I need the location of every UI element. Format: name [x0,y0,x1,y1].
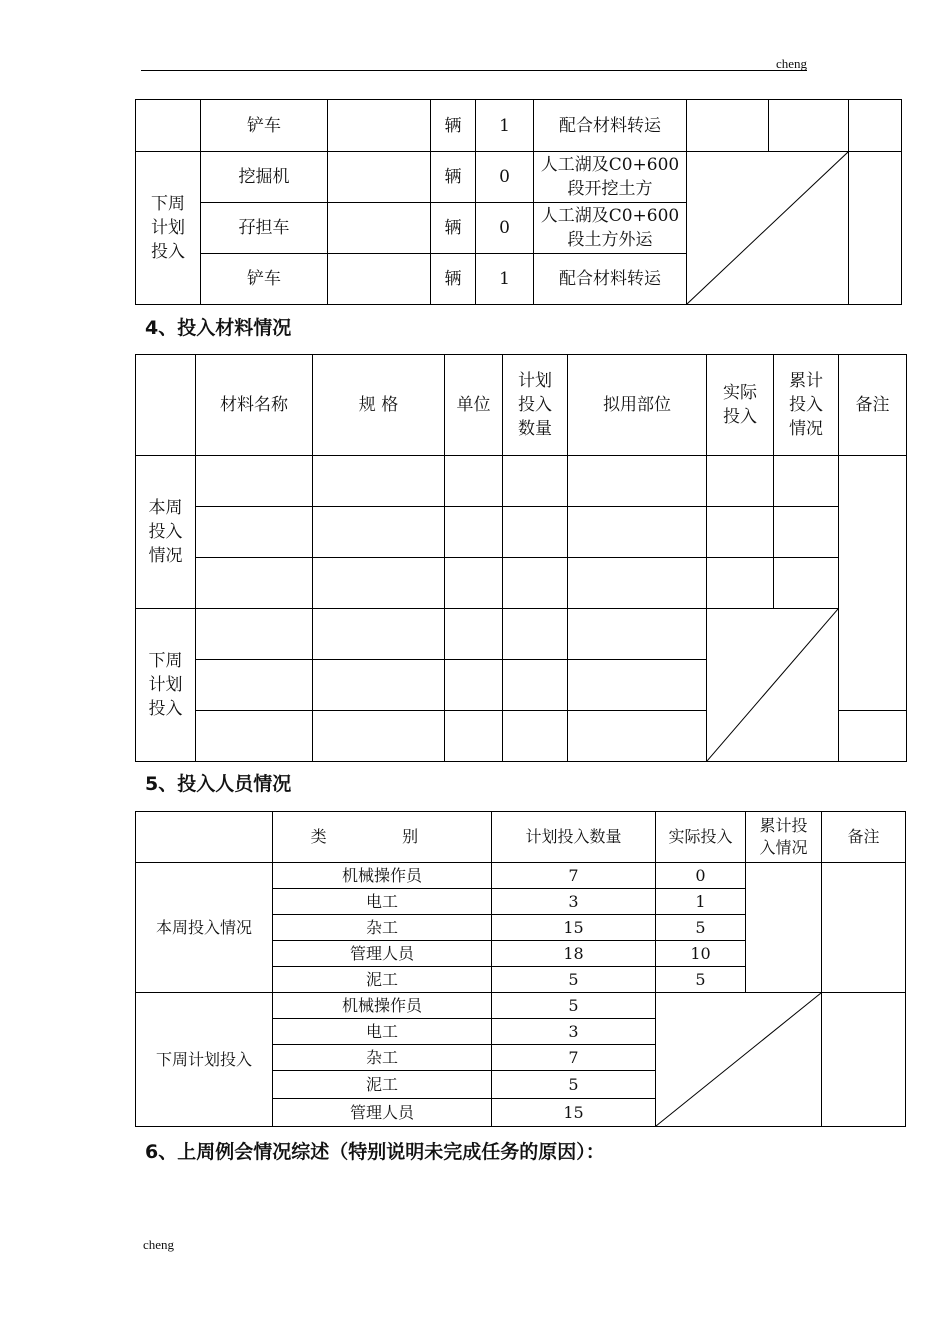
planned-count: 15 [492,915,656,941]
diagonal-cell [687,152,849,305]
empty-cell [136,812,273,863]
empty-cell [568,558,707,609]
empty-cell [503,456,568,507]
equipment-purpose: 配合材料转运 [534,254,687,305]
equipment-purpose-text: 人工湖及C0+600段土方外运 [540,206,680,250]
column-header [707,355,774,456]
column-header: 材料名称 [196,355,313,456]
column-header-text: 累计投入情况 [789,371,823,439]
table-row [136,863,906,889]
personnel-category: 电工 [273,889,492,915]
page-header-text: cheng [775,56,807,71]
remarks-cell [822,993,906,1127]
column-header: 备注 [822,812,906,863]
personnel-category: 电工 [273,1019,492,1045]
column-header: 拟用部位 [568,355,707,456]
planned-count: 5 [492,1071,656,1099]
empty-cell [445,507,503,558]
empty-cell [849,100,902,152]
equipment-unit: 辆 [431,203,476,254]
empty-cell [503,507,568,558]
empty-cell [328,152,431,203]
empty-cell [707,558,774,609]
actual-count: 5 [656,915,746,941]
equipment-qty: 0 [476,203,534,254]
personnel-category: 机械操作员 [273,993,492,1019]
empty-cell [503,609,568,660]
personnel-table [135,811,906,1127]
column-header-text: 实际投入 [723,383,757,427]
column-header-text: 类 别 [310,827,454,846]
next-week-label [136,152,201,305]
actual-count: 10 [656,941,746,967]
equipment-qty: 1 [476,100,534,152]
empty-cell [328,100,431,152]
empty-cell [196,558,313,609]
column-header [273,812,492,863]
column-header [313,355,445,456]
empty-cell [196,507,313,558]
empty-cell [503,711,568,762]
personnel-category: 泥工 [273,967,492,993]
section5-title: 5、投入人员情况 [145,773,292,795]
section6-title: 6、上周例会情况综述（特别说明未完成任务的原因）： [145,1141,605,1163]
empty-cell [328,254,431,305]
empty-cell [568,507,707,558]
equipment-unit: 辆 [431,254,476,305]
next-week-label: 下周计划投入 [136,993,273,1127]
equipment-name: 孖担车 [201,203,328,254]
planned-count: 3 [492,1019,656,1045]
next-week-label-text: 下周计划投入 [151,194,185,262]
empty-cell [313,660,445,711]
empty-cell [313,711,445,762]
empty-cell [774,558,839,609]
empty-cell [687,100,769,152]
empty-cell [707,456,774,507]
equipment-purpose [534,203,687,254]
column-header [503,355,568,456]
equipment-name: 铲车 [201,254,328,305]
empty-cell [568,609,707,660]
personnel-category: 机械操作员 [273,863,492,889]
equipment-name: 铲车 [201,100,328,152]
empty-cell [568,456,707,507]
planned-count: 15 [492,1099,656,1127]
remarks-cell [822,863,906,993]
column-header: 计划投入数量 [492,812,656,863]
column-header-text: 规 格 [358,395,399,415]
empty-cell [313,456,445,507]
empty-cell [445,558,503,609]
empty-cell [196,609,313,660]
empty-cell [328,203,431,254]
planned-count: 5 [492,993,656,1019]
empty-cell [196,711,313,762]
diagonal-cell [656,993,822,1127]
personnel-category: 泥工 [273,1071,492,1099]
equipment-purpose [534,152,687,203]
actual-count: 5 [656,967,746,993]
equipment-table [135,99,902,305]
equipment-qty: 1 [476,254,534,305]
empty-cell [136,355,196,456]
column-header-text: 实际投入 [668,827,733,846]
personnel-category: 杂工 [273,1045,492,1071]
diagonal-line [687,152,848,304]
next-week-label [136,609,196,762]
personnel-category: 杂工 [273,915,492,941]
equipment-purpose-text: 人工湖及C0+600段开挖土方 [540,155,680,199]
column-header: 单位 [445,355,503,456]
table-row [136,456,907,507]
equipment-unit: 辆 [431,152,476,203]
empty-cell [568,711,707,762]
cumulative-cell [746,863,822,993]
equipment-purpose: 配合材料转运 [534,100,687,152]
empty-cell [503,660,568,711]
empty-cell [849,152,902,305]
actual-count: 0 [656,863,746,889]
empty-cell [774,507,839,558]
equipment-qty: 0 [476,152,534,203]
empty-cell [313,507,445,558]
table-row [136,100,902,152]
empty-cell [445,456,503,507]
empty-cell [196,660,313,711]
empty-cell [568,660,707,711]
remarks-cell [839,456,907,711]
page-footer-text: cheng [143,1237,175,1252]
planned-count: 5 [492,967,656,993]
empty-cell [839,711,907,762]
planned-count: 7 [492,1045,656,1071]
personnel-category: 管理人员 [273,941,492,967]
empty-cell [503,558,568,609]
personnel-category: 管理人员 [273,1099,492,1127]
empty-cell [445,660,503,711]
this-week-label: 本周投入情况 [136,863,273,993]
equipment-name: 挖掘机 [201,152,328,203]
empty-cell [707,507,774,558]
equipment-unit: 辆 [431,100,476,152]
planned-count: 18 [492,941,656,967]
column-header: 备注 [839,355,907,456]
this-week-label-text: 本周投入情况 [148,498,183,566]
column-header [746,812,822,863]
table-header-row [136,355,907,456]
next-week-label-text: 下周计划投入 [148,651,183,719]
column-header-text: 累计投入情况 [759,816,808,857]
empty-cell [136,100,201,152]
empty-cell [445,711,503,762]
this-week-label [136,456,196,609]
table-row [136,507,907,558]
materials-table [135,354,907,762]
column-header [656,812,746,863]
table-row [136,609,907,660]
column-header-text: 计划投入数量 [518,371,552,439]
empty-cell [196,456,313,507]
header-rule [141,70,807,71]
empty-cell [313,609,445,660]
table-row [136,558,907,609]
empty-cell [769,100,849,152]
section4-title: 4、投入材料情况 [145,317,292,339]
actual-count: 1 [656,889,746,915]
diagonal-cell [707,609,839,762]
diagonal-line [707,609,838,761]
table-header-row [136,812,906,863]
empty-cell [313,558,445,609]
planned-count: 7 [492,863,656,889]
column-header [774,355,839,456]
table-row [136,993,906,1019]
planned-count: 3 [492,889,656,915]
diagonal-line [656,993,821,1126]
empty-cell [445,609,503,660]
empty-cell [774,456,839,507]
table-row [136,152,902,203]
